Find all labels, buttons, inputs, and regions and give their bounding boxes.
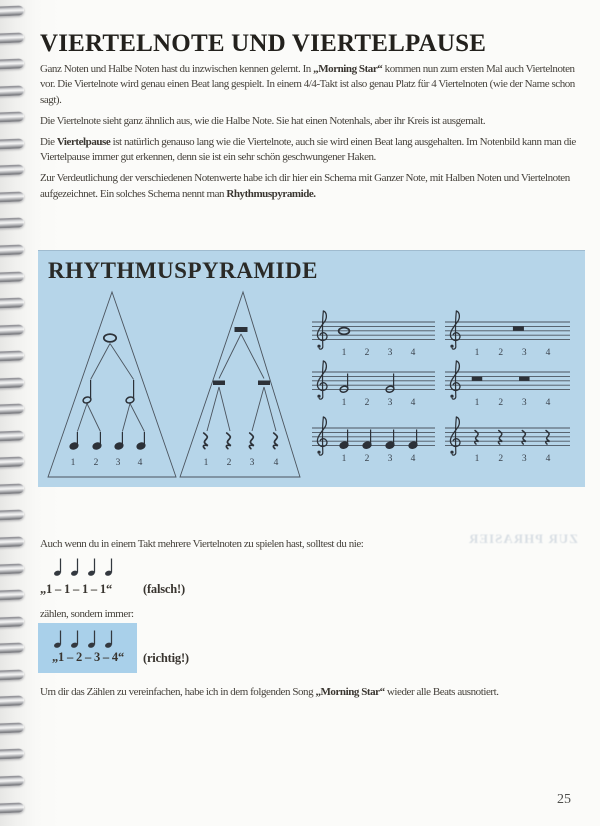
spiral-ring [0, 749, 24, 760]
text-run: wieder alle Beats ausnotiert. [384, 686, 499, 698]
svg-text:1: 1 [341, 398, 347, 408]
paragraph-2: Die Viertelnote sieht ganz ähnlich aus, wie die Halbe Note. Sie hat einen Notenhals, aber ihr Kreis ist ausgemalt. [40, 114, 486, 127]
whole-rest-stave [445, 311, 570, 358]
svg-text:1: 1 [474, 454, 480, 464]
text-run: ist natürlich genauso lang wie die Viertelnote, auch sie wird einen Beat lang ausgehalten. Im Notenbild kann man die Viertelpause immer gut erkennen, denn sie ist ein sehr schön geschwungener Haken. [40, 135, 576, 164]
svg-text:3: 3 [387, 398, 393, 408]
svg-text:3: 3 [521, 348, 527, 358]
page-number: 25 [557, 792, 571, 807]
svg-text:2: 2 [364, 348, 370, 358]
spiral-ring [0, 669, 24, 680]
svg-text:1: 1 [70, 458, 76, 468]
text-run: Ganz Noten und Halbe Noten hast du inzwischen kennen gelernt. In [40, 63, 314, 75]
bold-viertelpause: Viertelpause [56, 135, 111, 148]
quarter-rest-stave [445, 417, 570, 464]
quarter-note-icon [70, 629, 81, 648]
spiral-ring [0, 430, 24, 441]
svg-text:1: 1 [203, 458, 209, 468]
text-run: Zur Verdeutlichung der verschiedenen Notenwerte habe ich dir hier ein Schema mit Ganzer Note, mit Halben Noten und Viertelnoten aufgezeichnet. Ein solches Schema nennt man [40, 172, 570, 200]
svg-text:1: 1 [341, 348, 347, 358]
note-pyramid [48, 292, 176, 477]
text-run: Um dir das Zählen zu vereinfachen, habe ich in dem folgenden Song [40, 686, 316, 698]
counting-intro: Auch wenn du in einem Takt mehrere Viertelnoten zu spielen hast, solltest du nie: [40, 538, 364, 550]
quarter-note-icon [104, 629, 115, 648]
svg-text:4: 4 [410, 454, 416, 464]
page-title: VIERTELNOTE UND VIERTELPAUSE [40, 30, 487, 57]
svg-text:3: 3 [521, 398, 527, 408]
rest-pyramid [180, 292, 300, 477]
spiral-ring [0, 297, 24, 308]
spiral-ring [0, 191, 24, 202]
svg-text:3: 3 [387, 348, 393, 358]
spiral-ring [0, 457, 24, 468]
quarter-note-icon [70, 557, 81, 576]
svg-text:2: 2 [364, 454, 370, 464]
paragraph-3 [40, 135, 589, 166]
spiral-ring [0, 696, 24, 707]
svg-text:3: 3 [387, 454, 393, 464]
spiral-ring [0, 510, 24, 521]
quarter-note-icon [53, 557, 64, 576]
spiral-ring [0, 138, 24, 149]
quarter-note-icon [87, 629, 98, 648]
quarter-note-icon [104, 557, 115, 576]
svg-text:3: 3 [249, 458, 255, 468]
svg-text:4: 4 [137, 458, 143, 468]
bold-morning-star: „Morning Star“ [313, 63, 383, 75]
svg-text:1: 1 [474, 348, 480, 358]
spiral-ring [0, 32, 24, 43]
spiral-ring [0, 244, 24, 255]
half-rest-stave [445, 361, 570, 408]
spiral-ring [0, 377, 24, 388]
svg-text:3: 3 [115, 458, 121, 468]
quarter-note-icon [53, 629, 64, 648]
counting-outro [40, 685, 499, 700]
rhythm-pyramid-box [38, 250, 585, 487]
pyramid-box-title: RHYTHMUSPYRAMIDE [48, 258, 318, 283]
quarter-note-stave [312, 417, 435, 464]
spiral-ring [0, 722, 24, 733]
spiral-ring [0, 351, 24, 362]
spiral-ring [0, 165, 24, 176]
svg-text:4: 4 [273, 458, 279, 468]
svg-text:4: 4 [545, 348, 551, 358]
spiral-ring [0, 483, 24, 494]
text-run: Die [40, 135, 57, 148]
spiral-ring [0, 775, 24, 786]
spiral-ring [0, 616, 24, 627]
spiral-ring [0, 85, 24, 96]
half-note-stave [312, 361, 435, 408]
pyramid-and-staves-diagram [38, 250, 585, 487]
paragraph-4 [40, 171, 589, 202]
spiral-ring [0, 58, 24, 69]
svg-text:1: 1 [341, 454, 347, 464]
wrong-verdict-label: (falsch!) [143, 582, 185, 596]
spiral-ring [0, 563, 24, 574]
svg-text:1: 1 [474, 398, 480, 408]
svg-text:3: 3 [521, 454, 527, 464]
svg-text:2: 2 [226, 458, 232, 468]
spiral-ring [0, 404, 24, 415]
right-verdict-label: (richtig!) [143, 651, 189, 665]
right-count-label: „1 – 2 – 3 – 4“ [52, 650, 125, 664]
spiral-ring [0, 271, 24, 282]
spiral-ring [0, 536, 24, 547]
spiral-ring [0, 643, 24, 654]
right-count-box [38, 623, 137, 673]
spiral-ring [0, 5, 24, 16]
spiral-ring [0, 802, 24, 813]
spiral-ring [0, 218, 24, 229]
quarter-notes-row-right [53, 629, 115, 648]
whole-note-stave [312, 311, 435, 358]
text-run: kommen nun zum ersten Mal auch Viertelnoten vor. Die Viertelnote wird genau einen Beat lang gespielt. In einem 4/4-Takt ist also genau Platz für 4 Viertelnoten (wie der Name schon sagt). [40, 63, 575, 106]
svg-text:4: 4 [545, 398, 551, 408]
svg-text:2: 2 [498, 398, 504, 408]
showthrough-text: ZUR PHRASIER [468, 531, 578, 546]
paragraph-1 [40, 62, 589, 108]
svg-text:2: 2 [364, 398, 370, 408]
svg-text:4: 4 [545, 454, 551, 464]
spiral-ring [0, 324, 24, 335]
quarter-notes-row-wrong [53, 557, 115, 576]
spiral-ring [0, 589, 24, 600]
spiral-ring [0, 112, 24, 123]
bold-rhythmuspyramide: Rhythmuspyramide. [226, 187, 316, 200]
bold-morning-star-2: „Morning Star“ [315, 686, 385, 698]
svg-text:4: 4 [410, 398, 416, 408]
svg-text:4: 4 [410, 348, 416, 358]
quarter-note-icon [87, 557, 98, 576]
wrong-count-label: „1 – 1 – 1 – 1“ [40, 582, 113, 596]
counting-middle: zählen, sondern immer: [40, 608, 134, 620]
svg-text:2: 2 [498, 348, 504, 358]
svg-text:2: 2 [498, 454, 504, 464]
svg-text:2: 2 [93, 458, 99, 468]
intro-text [40, 62, 589, 208]
